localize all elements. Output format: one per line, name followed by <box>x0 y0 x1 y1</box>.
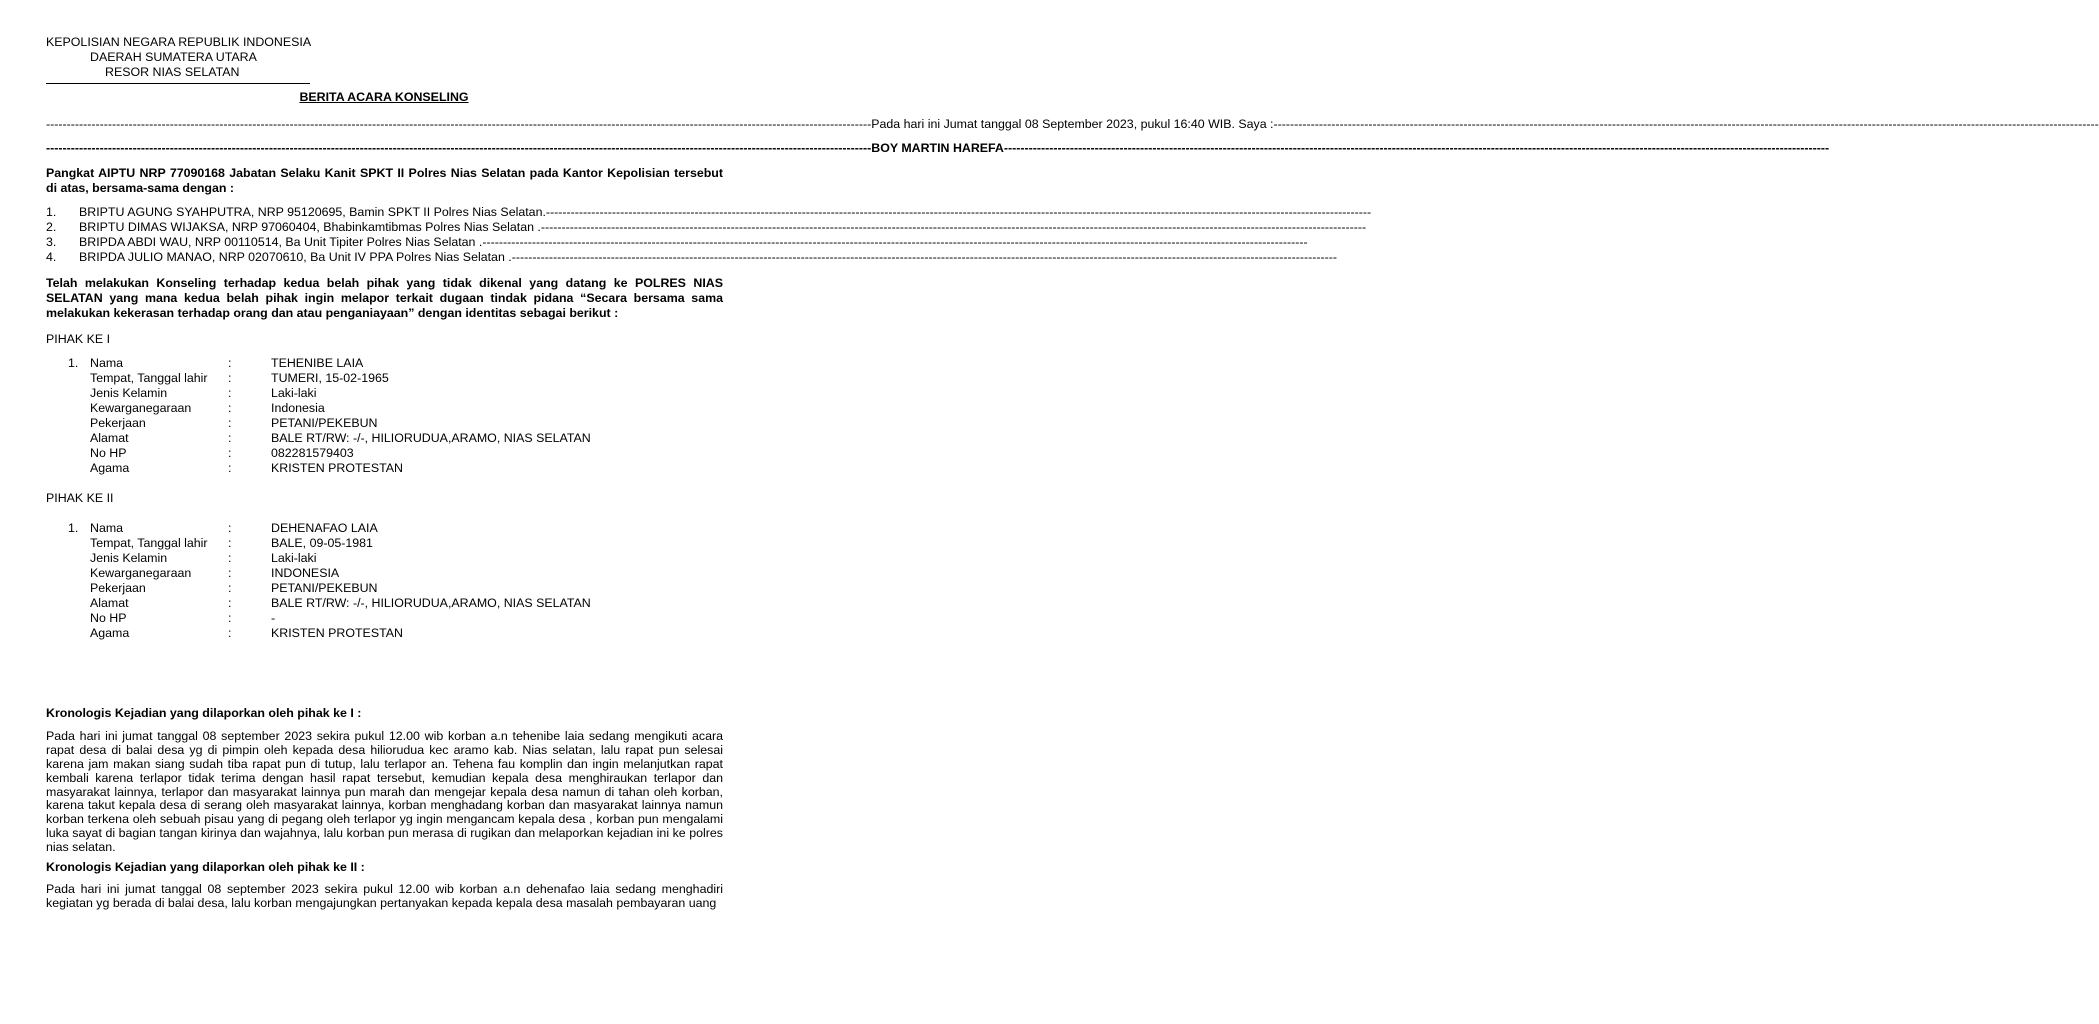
intro-paragraph: Pangkat AIPTU NRP 77090168 Jabatan Selaku Kanit SPKT II Polres Nias Selatan pada Kantor Kepolisian tersebut di atas, bersama-sama dengan : <box>46 166 723 195</box>
field-key: Kewarganegaraan <box>90 566 192 580</box>
field-colon: : <box>228 611 232 625</box>
list-item <box>46 205 1372 220</box>
officer-text: BRIPTU AGUNG SYAHPUTRA, NRP 95120695, Bamin SPKT II Polres Nias Selatan. <box>79 205 546 219</box>
statement-paragraph: Telah melakukan Konseling terhadap kedua belah pihak yang tidak dikenal yang datang ke POLRES NIAS SELATAN yang mana kedua belah pihak ingin melapor terkait dugaan tindak pidana “Secara bersama sama melakukan kekerasan terhadap orang dan atau penganiayaan” dengan identitas sebagai berikut : <box>46 276 723 320</box>
field-key: Pekerjaan <box>90 581 146 595</box>
table-row <box>46 371 723 386</box>
table-row <box>46 536 723 551</box>
row-number: 1. <box>68 356 79 370</box>
dash-fill: -------------------------------------------------------------------------------------------------------------------------------------------------------------------------------------------------------- <box>46 141 872 155</box>
field-colon: : <box>228 446 232 460</box>
list-number: 1. <box>46 205 57 219</box>
field-key: Pekerjaan <box>90 416 146 430</box>
field-colon: : <box>228 431 232 445</box>
table-row <box>46 461 723 476</box>
field-value: Laki-laki <box>271 551 317 565</box>
field-key: No HP <box>90 446 127 460</box>
field-key: Jenis Kelamin <box>90 551 168 565</box>
opening-text: Pada hari ini Jumat tanggal 08 September 2023, pukul 16:40 WIB. Saya : <box>871 117 1274 131</box>
field-colon: : <box>228 566 232 580</box>
officer-text: BRIPDA ABDI WAU, NRP 00110514, Ba Unit Tipiter Polres Nias Selatan . <box>79 235 483 249</box>
letterhead-line-3: RESOR NIAS SELATAN <box>105 64 240 79</box>
letterhead-line-2: DAERAH SUMATERA UTARA <box>90 49 257 64</box>
table-row <box>46 566 723 581</box>
field-colon: : <box>228 536 232 550</box>
opening-line <box>46 117 2099 132</box>
table-row <box>46 551 723 566</box>
field-key: No HP <box>90 611 127 625</box>
field-key: Tempat, Tanggal lahir <box>90 536 208 550</box>
list-item <box>46 235 1308 250</box>
officer-text: BRIPDA JULIO MANAO, NRP 02070610, Ba Unit IV PPA Polres Nias Selatan . <box>79 250 512 264</box>
table-row <box>46 521 723 536</box>
field-key: Alamat <box>90 596 129 610</box>
field-value: - <box>271 611 276 625</box>
letterhead <box>46 35 310 84</box>
field-value: PETANI/PEKEBUN <box>271 581 378 595</box>
table-row <box>46 431 723 446</box>
field-value: TEHENIBE LAIA <box>271 356 364 370</box>
list-item <box>46 250 1337 265</box>
field-value: DEHENAFAO LAIA <box>271 521 378 535</box>
field-value: BALE, 09-05-1981 <box>271 536 373 550</box>
document-title: BERITA ACARA KONSELING <box>299 90 469 104</box>
table-row <box>46 596 723 611</box>
field-key: Alamat <box>90 431 129 445</box>
field-colon: : <box>228 521 232 535</box>
kronologi-1-text: Pada hari ini jumat tanggal 08 september 2023 sekira pukul 12.00 wib korban a.n tehenibe laia sedang mengikuti acara rapat desa di balai desa yg di pimpin oleh kepada desa hiliorudua kec aramo kab. Nias selatan, lalu rapat pun selesai karena jam makan siang sudah tiba rapat pun di tutup, lalu terlapor an. Tehena fau komplin dan ingin melanjutkan rapat kembali karena terlapor tidak terima dengan hasil rapat tersebut, kemudian kepala desa menghiraukan terlapor dan masyarakat lainnya, terlapor dan masyarakat lainnya pun marah dan mengejar kepala desa namun di tahan oleh korban, karena takut kepala desa di serang oleh masyarakat lainnya, korban menghadang korban dan masyarakat lainnya namun korban terkena oleh sebuah pisau yang di pegang oleh terlapor yg ingin mengancam kepala desa , korban pun mengalami luka sayat di bagian tangan kirinya dan wajahnya, lalu korban pun merasa di rugikan dan melaporkan kejadian ini ke polres nias selatan. <box>46 729 723 855</box>
field-value: 082281579403 <box>271 446 354 460</box>
field-colon: : <box>228 371 232 385</box>
field-value: BALE RT/RW: -/-, HILIORUDUA,ARAMO, NIAS SELATAN <box>271 596 591 610</box>
row-number: 1. <box>68 521 79 535</box>
field-key: Kewarganegaraan <box>90 401 192 415</box>
field-value: PETANI/PEKEBUN <box>271 416 378 430</box>
field-value: KRISTEN PROTESTAN <box>271 626 403 640</box>
table-row <box>46 401 723 416</box>
dash-fill: -------------------------------------------------------------------------------------------------------------------------------------------------------------------------------------------------------- <box>545 205 1372 219</box>
list-item <box>46 220 1367 235</box>
pihak-1-identity <box>46 356 723 476</box>
table-row <box>46 386 723 401</box>
field-key: Agama <box>90 626 130 640</box>
table-row <box>46 416 723 431</box>
field-value: INDONESIA <box>271 566 340 580</box>
field-colon: : <box>228 401 232 415</box>
table-row <box>46 611 723 626</box>
field-key: Nama <box>90 356 124 370</box>
table-row <box>46 581 723 596</box>
field-value: TUMERI, 15-02-1965 <box>271 371 389 385</box>
dash-fill: -------------------------------------------------------------------------------------------------------------------------------------------------------------------------------------------------------- <box>1273 117 2099 131</box>
kronologi-2-text: Pada hari ini jumat tanggal 08 september 2023 sekira pukul 12.00 wib korban a.n dehenafao laia sedang menghadiri kegiatan yg berada di balai desa, lalu korban mengajungkan pertanyakan kepada kepala desa masalah pembayaran uang <box>46 882 723 910</box>
field-colon: : <box>228 461 232 475</box>
field-value: BALE RT/RW: -/-, HILIORUDUA,ARAMO, NIAS SELATAN <box>271 431 591 445</box>
letterhead-line-1: KEPOLISIAN NEGARA REPUBLIK INDONESIA <box>46 35 312 49</box>
dash-fill: -------------------------------------------------------------------------------------------------------------------------------------------------------------------------------------------------------- <box>1003 141 1830 155</box>
letterhead-rule <box>46 83 310 84</box>
list-number: 4. <box>46 250 57 264</box>
list-number: 2. <box>46 220 57 234</box>
field-colon: : <box>228 581 232 595</box>
kronologi-1-heading: Kronologis Kejadian yang dilaporkan oleh pihak ke I : <box>46 706 362 720</box>
field-value: Laki-laki <box>271 386 317 400</box>
dash-fill: -------------------------------------------------------------------------------------------------------------------------------------------------------------------------------------------------------- <box>482 235 1308 249</box>
field-colon: : <box>228 416 232 430</box>
field-colon: : <box>228 356 232 370</box>
officer-name: BOY MARTIN HAREFA <box>871 141 1004 155</box>
officer-text: BRIPTU DIMAS WIJAKSA, NRP 97060404, Bhabinkamtibmas Polres Nias Selatan . <box>79 220 541 234</box>
dash-fill: -------------------------------------------------------------------------------------------------------------------------------------------------------------------------------------------------------- <box>46 117 872 131</box>
table-row <box>46 446 723 461</box>
kronologi-2-heading: Kronologis Kejadian yang dilaporkan oleh pihak ke II : <box>46 860 365 874</box>
officer-name-line <box>46 141 1830 156</box>
field-key: Nama <box>90 521 124 535</box>
list-number: 3. <box>46 235 57 249</box>
field-value: KRISTEN PROTESTAN <box>271 461 403 475</box>
field-colon: : <box>228 596 232 610</box>
table-row <box>46 626 723 641</box>
field-value: Indonesia <box>271 401 325 415</box>
dash-fill: -------------------------------------------------------------------------------------------------------------------------------------------------------------------------------------------------------- <box>540 220 1367 234</box>
officer-list <box>46 205 1372 265</box>
pihak-2-label: PIHAK KE II <box>46 491 114 505</box>
pihak-2-identity <box>46 521 723 641</box>
field-colon: : <box>228 551 232 565</box>
dash-fill: -------------------------------------------------------------------------------------------------------------------------------------------------------------------------------------------------------- <box>511 250 1337 264</box>
field-key: Jenis Kelamin <box>90 386 168 400</box>
field-key: Tempat, Tanggal lahir <box>90 371 208 385</box>
field-colon: : <box>228 626 232 640</box>
field-key: Agama <box>90 461 130 475</box>
pihak-1-label: PIHAK KE I <box>46 332 111 346</box>
table-row <box>46 356 723 371</box>
field-colon: : <box>228 386 232 400</box>
